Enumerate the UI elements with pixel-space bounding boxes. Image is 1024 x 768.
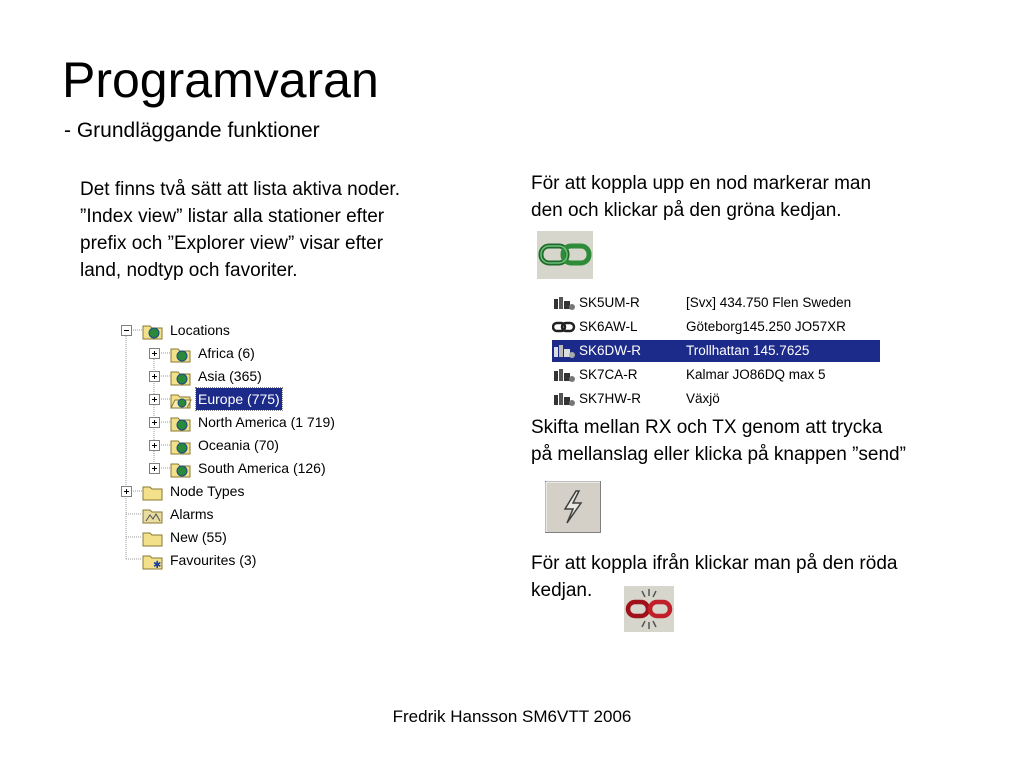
tree-label: North America (1 719) — [198, 414, 335, 430]
node-description: Växjö — [686, 391, 720, 406]
node-icon — [552, 295, 576, 311]
tree-label: New (55) — [170, 529, 227, 545]
disconnect-paragraph-line: kedjan. — [531, 580, 593, 601]
node-list-row-selected[interactable] — [552, 340, 880, 362]
left-paragraph-line: land, nodtyp och favoriter. — [80, 260, 298, 281]
svg-text:✱: ✱ — [153, 560, 162, 570]
left-paragraph-line: prefix och ”Explorer view” visar efter — [80, 233, 384, 254]
open-globe-folder-icon — [170, 391, 192, 409]
footer: Fredrik Hansson SM6VTT 2006 — [392, 707, 632, 726]
tree-node-oceania[interactable] — [112, 434, 352, 456]
node-icon — [552, 367, 576, 383]
globe-folder-icon — [170, 460, 192, 478]
expand-icon[interactable] — [149, 394, 160, 405]
connect-paragraph-line: den och klickar på den gröna kedjan. — [531, 200, 842, 221]
expand-icon[interactable] — [149, 371, 160, 382]
alarm-folder-icon — [142, 506, 164, 524]
node-callsign: SK6AW-L — [579, 319, 638, 334]
switch-paragraph — [531, 414, 1001, 468]
tree-node-node-types[interactable] — [112, 480, 352, 502]
connect-paragraph-line: För att koppla upp en nod markerar man — [531, 173, 872, 194]
left-paragraph-line: Det finns två sätt att lista aktiva noder. — [80, 179, 400, 200]
switch-paragraph-line: på mellanslag eller klicka på knappen ”send” — [531, 444, 906, 465]
tree-label: Asia (365) — [198, 368, 262, 384]
node-description: Trollhattan 145.7625 — [686, 343, 810, 358]
switch-paragraph-line: Skifta mellan RX och TX genom att trycka — [531, 417, 883, 438]
connect-paragraph — [531, 170, 971, 224]
disconnect-paragraph-line: För att koppla ifrån klickar man på den röda — [531, 553, 898, 574]
node-list-row[interactable] — [552, 316, 880, 338]
node-callsign: SK7CA-R — [579, 367, 638, 382]
node-list-row[interactable] — [552, 388, 880, 410]
expand-icon[interactable] — [149, 463, 160, 474]
folder-icon — [142, 483, 164, 501]
tree-node-new[interactable] — [112, 526, 352, 548]
send-button[interactable] — [545, 481, 601, 533]
expand-icon[interactable] — [121, 486, 132, 497]
left-paragraph-line: ”Index view” listar alla stationer efter — [80, 206, 385, 227]
tree-label-selected: Europe (775) — [196, 388, 282, 410]
expand-icon[interactable] — [149, 440, 160, 451]
tree-node-africa[interactable] — [112, 342, 352, 364]
red-chain-disconnect-button[interactable] — [624, 586, 674, 632]
explorer-tree — [112, 318, 352, 576]
globe-folder-icon — [170, 437, 192, 455]
tree-node-locations[interactable] — [112, 319, 352, 341]
node-description: [Svx] 434.750 Flen Sweden — [686, 295, 852, 310]
tree-node-south-america[interactable] — [112, 457, 352, 479]
node-description: Göteborg145.250 JO57XR — [686, 319, 846, 334]
node-callsign: SK5UM-R — [579, 295, 640, 310]
node-callsign: SK6DW-R — [579, 343, 642, 358]
node-list-row[interactable] — [552, 292, 880, 314]
tree-label: Alarms — [170, 506, 214, 522]
expand-icon[interactable] — [149, 417, 160, 428]
tree-node-north-america[interactable] — [112, 411, 352, 433]
tree-label: Locations — [170, 322, 230, 338]
tree-label: South America (126) — [198, 460, 326, 476]
tree-label: Africa (6) — [198, 345, 255, 361]
node-icon — [552, 343, 576, 359]
disconnect-paragraph — [531, 550, 981, 604]
node-list — [552, 292, 880, 412]
globe-folder-icon — [170, 345, 192, 363]
globe-folder-icon — [142, 322, 164, 340]
globe-folder-icon — [170, 414, 192, 432]
left-paragraph — [80, 176, 480, 284]
slide-subtitle: - Grundläggande funktioner — [64, 119, 320, 142]
star-folder-icon — [142, 552, 164, 570]
node-icon — [552, 391, 576, 407]
tree-label: Node Types — [170, 483, 245, 499]
node-list-row[interactable] — [552, 364, 880, 386]
green-chain-connect-button[interactable] — [537, 231, 593, 279]
folder-icon — [142, 529, 164, 547]
tree-node-alarms[interactable] — [112, 503, 352, 525]
slide-title: Programvaran — [62, 52, 379, 108]
chain-link-icon — [552, 319, 576, 335]
tree-node-asia[interactable] — [112, 365, 352, 387]
expand-icon[interactable] — [149, 348, 160, 359]
node-description: Kalmar JO86DQ max 5 — [686, 367, 826, 382]
tree-label: Oceania (70) — [198, 437, 279, 453]
tree-label: Favourites (3) — [170, 552, 257, 568]
node-callsign: SK7HW-R — [579, 391, 642, 406]
collapse-icon[interactable] — [121, 325, 132, 336]
globe-folder-icon — [170, 368, 192, 386]
tree-node-favourites[interactable] — [112, 549, 352, 571]
tree-node-europe[interactable] — [112, 388, 352, 410]
